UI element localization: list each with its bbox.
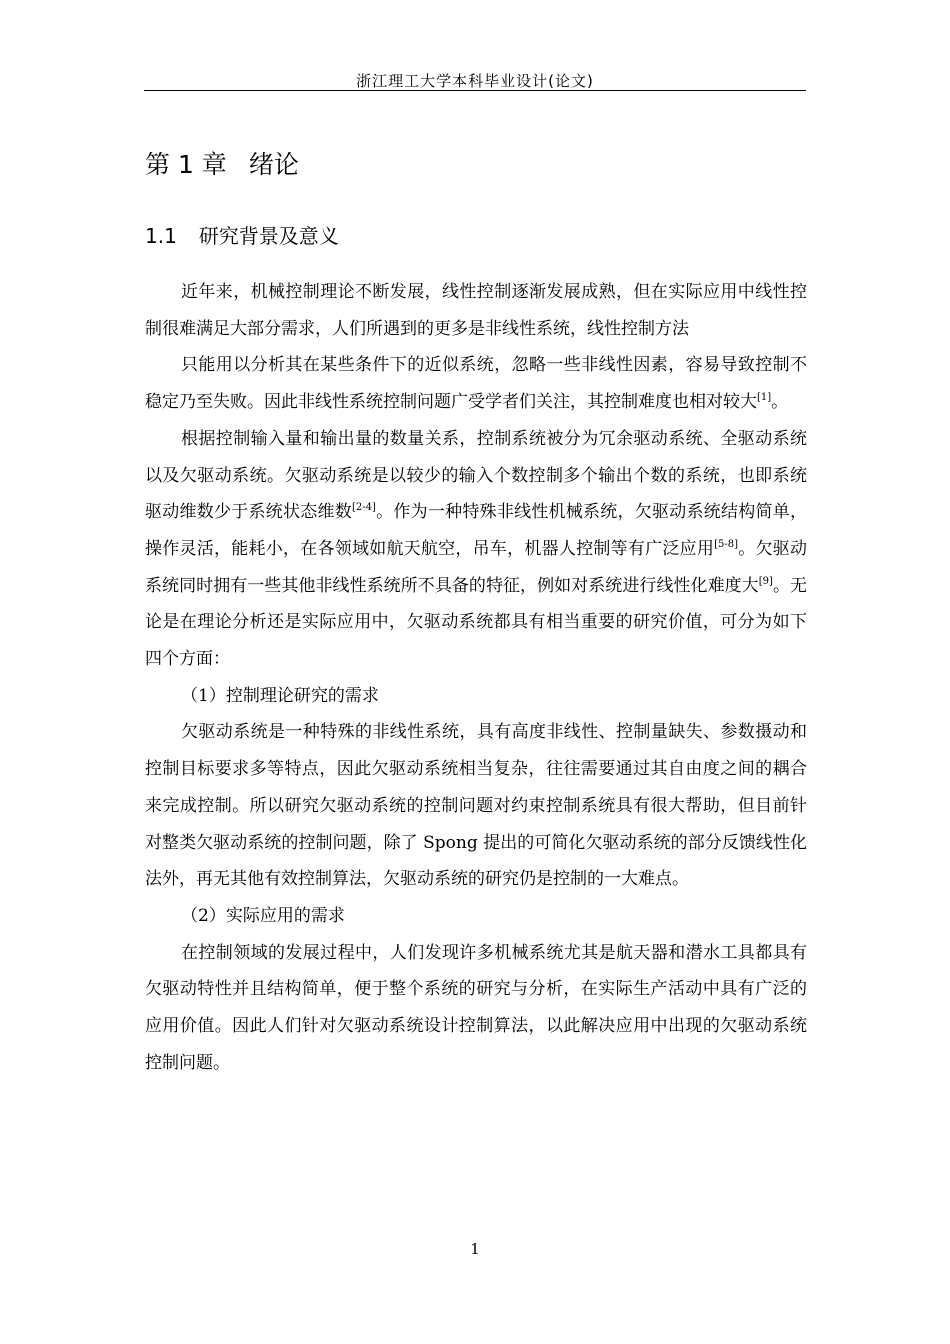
running-header: 浙江理工大学本科毕业设计(论文) [356,72,594,90]
paragraph-2-tail: 。 [771,392,789,413]
section-number: 1.1 [145,224,177,248]
paragraph-3 [145,421,807,678]
section-heading [145,220,339,249]
paragraph-3-text-d: 。无论是在理论分析还是实际应用中，欠驱动系统都具有相当重要的研究价值，可分为如下四个方面： [145,575,808,670]
header-rule [144,90,806,91]
list-item-2: （2）实际应用的需求 [181,905,345,926]
paragraph-1: 近年来，机械控制理论不断发展，线性控制逐渐发展成熟，但在实际应用中线性控制很难满足大部分需求，人们所遇到的更多是非线性系统，线性控制方法 [145,282,807,339]
section-title-text: 研究背景及意义 [198,224,339,248]
paragraph-3-text-a: 根据控制输入量和输出量的数量关系，控制系统被分为冗余驱动系统、全驱动系统以及欠驱动系统。欠驱动系统是以较少的输入个数控制多个输出个数的系统，也即系统驱动维数少于系统状态维数 [145,428,807,523]
page-number: 1 [470,1240,480,1258]
paragraph-2-text: 只能用以分析其在某些条件下的近似系统，忽略一些非线性因素，容易导致控制不稳定乃至失败。因此非线性系统控制问题广受学者们关注，其控制难度也相对较大 [145,355,807,413]
chapter-heading [145,145,299,181]
paragraph-4: 欠驱动系统是一种特殊的非线性系统，具有高度非线性、控制量缺失、参数摄动和控制目标要求多等特点，因此欠驱动系统相当复杂，往往需要通过其自由度之间的耦合来完成控制。所以研究欠驱动系统的控制问题对约束控制系统具有很大帮助，但目前针对整类欠驱动系统的控制问题，除了 Spong 提出的可简化欠驱动系统的部分反馈线性化法外，再无其他有效控制算法，欠驱动系统的研究仍是控制的一大难点。 [145,722,807,890]
citation-ref: [5-8] [714,538,739,550]
chapter-title-text: 绪论 [248,150,299,179]
list-item-1: （1）控制理论研究的需求 [181,685,379,706]
citation-ref: [9] [758,575,773,587]
body-text [145,274,807,1081]
citation-ref: [2-4] [351,502,376,514]
paragraph-3-text-c: 。欠驱动系统同时拥有一些其他非线性系统所不具备的特征，例如对系统进行线性化难度大 [145,538,807,596]
citation-ref: [1] [757,392,772,404]
paragraph-5: 在控制领域的发展过程中，人们发现许多机械系统尤其是航天器和潜水工具都具有欠驱动特性并且结构简单，便于整个系统的研究与分析，在实际生产活动中具有广泛的应用价值。因此人们针对欠驱动系统设计控制算法，以此解决应用中出现的欠驱动系统控制问题。 [145,942,807,1073]
chapter-number: 第 1 章 [145,150,227,179]
paragraph-2 [145,347,807,420]
paragraph-3-text-b: 。作为一种特殊非线性机械系统，欠驱动系统结构简单，操作灵活，能耗小，在各领域如航天航空，吊车，机器人控制等有广泛应用 [145,502,808,559]
